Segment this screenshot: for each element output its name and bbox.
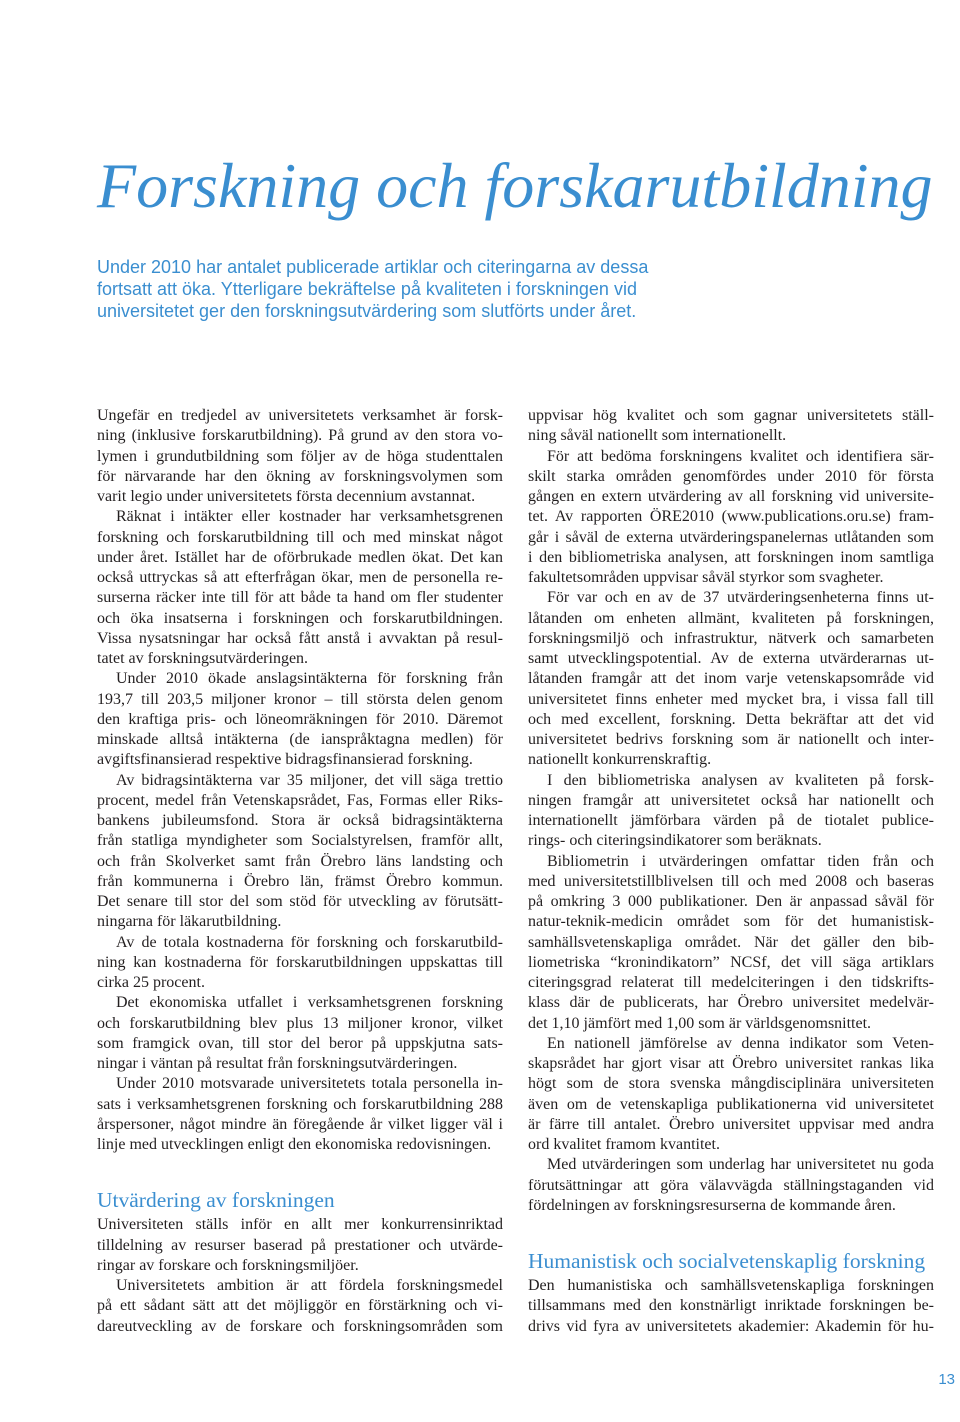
text-line: Det ekonomiska utfallet i verksamhetsgrenen forskning [116, 994, 503, 1012]
text-line: lymen i grundutbildning som följer av de höga studenttalen [97, 447, 503, 465]
text-line: avgiftsfinansierad respektive bidragsfinansierad forskning. [97, 751, 473, 769]
text-line: det 1,10 jämfört med 1,00 som är världsgenomsnittet. [528, 1014, 872, 1032]
intro-text [97, 256, 717, 322]
text-line: Under 2010 ökade anslagsintäkterna för forskning från [116, 670, 503, 688]
text-line: Med utvärderingen som underlag har universitetet nu goda [547, 1156, 934, 1174]
text-line: bankens jubileumsfond. Stora är också bidragsintäkterna [97, 812, 503, 829]
text-line: nationellt konkurrenskraftig. [528, 751, 712, 769]
text-line: ord kvalitet framom kvantitet. [528, 1136, 720, 1153]
text-line: liometriska “kronindikatorn” NCSf, det vill säga artiklars [528, 953, 934, 971]
text-line: skilt starka områden genomfördes under 2010 för första [528, 467, 934, 485]
paragraph [528, 447, 934, 589]
text-line: samt utvecklingspotential. Av de externa utvärderarnas ut- [528, 650, 934, 667]
text-line: En nationell jämförelse av denna indikator som Veten- [547, 1034, 934, 1052]
text-line: Räknat i intäkter eller kostnader har verksamhetsgrenen [116, 508, 503, 526]
text-line: samhällsvetenskapliga området. När det gäller den bib- [528, 933, 934, 951]
text-line: ningen framgår att universitetet också har nationellt och [528, 791, 934, 809]
text-line: I den bibliometriska analysen av kvaliteten på forsk- [547, 771, 934, 789]
text-line: med universitetstillblivelsen till och med 2008 och baseras [528, 872, 934, 890]
text-line: ningarna för läkarutbildning. [97, 913, 282, 931]
text-line: förutsättningar att göra välavvägda ställningstaganden vid [528, 1176, 934, 1194]
paragraph [97, 933, 503, 994]
text-line: på ett sådant sätt att det möjliggör en förstärkning och vi- [97, 1297, 503, 1315]
text-line: går i såväl de externa utvärderingspanelernas utlåtanden som [528, 528, 934, 546]
text-line: 193,7 till 203,5 miljoner kronor – till största delen genom [97, 690, 503, 708]
text-line: Universitetets ambition är att fördela forskningsmedel [116, 1277, 503, 1294]
text-line: Den humanistiska och samhällsvetenskapliga forskningen [528, 1277, 934, 1294]
text-line: under året. Istället har de oförbrukade medlen ökat. Det kan [97, 548, 503, 566]
paragraph [528, 1155, 934, 1216]
text-line: Av bidragsintäkterna var 35 miljoner, det vill säga trettio [116, 771, 503, 789]
text-line: Under 2010 motsvarade universitetets totala personella in- [116, 1075, 503, 1093]
paragraph [97, 993, 503, 1074]
text-line: högt som de stora svenska mångdisciplinära universiteten [528, 1075, 934, 1093]
text-line: tatet av forskningsutvärderingen. [97, 650, 309, 667]
text-line: forskningsmiljö och infrastruktur, nätverk och samarbeten [528, 629, 934, 647]
paragraph [97, 669, 503, 770]
text-line: och öka insatserna i forskningen och forskarutbildningen. [97, 609, 503, 627]
paragraph [97, 1276, 503, 1337]
text-line: Det senare till stor del som stöd för utveckling av förutsätt- [97, 893, 503, 910]
paragraph [528, 1276, 934, 1337]
text-line: för närvarande har den ökning av forskningsvolymen som [97, 467, 503, 485]
text-line: dareutveckling av de forskare och forskningsområden som [97, 1317, 503, 1335]
paragraph [528, 771, 934, 852]
text-line: också uttryckas så att efterfrågan ökar, men de personella re- [97, 569, 503, 586]
text-line: tilldelning av resurser baserad på prestationer och utvärde- [97, 1236, 503, 1254]
paragraph [528, 1034, 934, 1156]
text-line: Universiteten ställs inför en allt mer konkurrensinriktad [97, 1216, 503, 1234]
paragraph [528, 588, 934, 770]
text-line: ringar av forskare och forskningsmiljöer. [97, 1256, 359, 1274]
text-line: procent, medel från Vetenskapsrådet, Fas, Formas eller Riks- [97, 791, 503, 809]
text-line: varit legio under universitetets första decennium avstannat. [97, 488, 476, 505]
text-line: ning såväl nationellt som internationellt. [528, 427, 787, 445]
paragraph [97, 771, 503, 933]
text-line: tillsammans med den konstnärligt inriktade forskningen be- [528, 1297, 934, 1315]
text-line: För att bedöma forskningens kvalitet och identifiera sär- [547, 447, 934, 465]
text-line: fördelningen av forskningsresurserna de kommande åren. [528, 1196, 896, 1214]
text-line: tet. Av rapporten ÖRE2010 (www.publications.oru.se) fram- [528, 508, 934, 526]
text-line: forskning och forskarutbildning till och med minskat något [97, 528, 503, 546]
text-line: låtanden om enheten allmänt, kvaliteten på forskningen, [528, 609, 934, 627]
text-line: fakultetsområden uppvisar såväl styrkor som svagheter. [528, 569, 884, 586]
text-line: klass där de publicerats, har Örebro universitet medelvär- [528, 994, 934, 1012]
text-line: minskade alltså intäkterna (de ianspråktagna medlen) för [97, 731, 503, 748]
intro-line: universitetet ger den forskningsutvärdering som slutförts under året. [97, 301, 637, 321]
text-line: universitetet finns enheter med mycket bra, i vissa fall till [528, 690, 934, 708]
text-line: uppvisar hög kvalitet och som gagnar universitetets ställ- [528, 407, 934, 424]
text-line: ningar i väntan på resultat från forskningsutvärderingen. [97, 1055, 458, 1072]
paragraph [97, 507, 503, 669]
text-line: Vissa nysatsningar har också fått anstå i avvaktan på resul- [97, 629, 503, 647]
text-line: natur-teknik-medicin området som för det humanistisk- [528, 913, 934, 931]
text-line: cirka 25 procent. [97, 974, 205, 991]
text-line: även om de vetenskapliga publikationerna vid universitetet [528, 1095, 934, 1113]
text-line: och forskarutbildning blev plus 13 miljoner kronor, vilket [97, 1014, 503, 1032]
text-line: Bibliometrin i utvärderingen omfattar tiden från och [547, 852, 934, 870]
page-number: 13 [938, 1371, 955, 1388]
right-column [528, 406, 934, 1337]
text-line: Av de totala kostnaderna för forskning och forskarutbild- [116, 933, 503, 951]
text-line: som framgick ovan, till stor del beror på uppskjutna sats- [97, 1034, 503, 1052]
text-line: gången en extern utvärdering av all forskning vid universite- [528, 488, 934, 505]
text-line: ning (inklusive forskarutbildning). På grund av den stora vo- [97, 427, 503, 445]
paragraph [97, 1215, 503, 1276]
text-line: den kraftiga pris- och löneomräkningen för 2010. Däremot [97, 710, 503, 728]
section-heading: Utvärdering av forskningen [97, 1188, 335, 1213]
intro-line: Under 2010 har antalet publicerade artiklar och citeringarna av dessa [97, 257, 649, 277]
text-line: sats i verksamhetsgrenen forskning och forskarutbildning 288 [97, 1095, 503, 1113]
left-column [97, 406, 503, 1337]
text-line: drivs vid fyra av universitetets akademier: Akademin för hu- [528, 1317, 934, 1335]
text-line: i den bibliometriska analysen, att forskningen inom samtliga [528, 548, 934, 566]
text-line: och med excellent, forskning. Detta bekräftar att det vid [528, 710, 934, 728]
paragraph [97, 1074, 503, 1155]
intro-line: fortsatt att öka. Ytterligare bekräftelse på kvaliteten i forskningen vid [97, 279, 637, 299]
text-line: och från Skolverket samt från Örebro läns landsting och [97, 852, 503, 870]
paragraph [528, 852, 934, 1034]
text-line: låtanden framgår att det inom varje vetenskapsområde vid [528, 670, 934, 688]
text-line: rings- och citeringsindikatorer som beräknats. [528, 832, 822, 850]
text-line: internationellt jämförbara värden på de tiotalet publice- [528, 812, 934, 829]
text-line: är färre till antalet. Örebro universitet uppvisar med andra [528, 1115, 934, 1133]
paragraph [97, 406, 503, 507]
text-line: surserna räcker inte till för att både ta hand om fler studenter [97, 589, 503, 607]
text-line: Ungefär en tredjedel av universitetets verksamhet är forsk- [97, 407, 503, 424]
text-line: på omkring 3 000 publikationer. Den är anpassad såväl för [528, 893, 934, 910]
text-line: årspersoner, något mindre än föregående år vilket ligger väl i [97, 1115, 503, 1133]
text-line: ning kan kostnaderna för forskarutbildningen uppskattas till [97, 953, 503, 971]
text-line: universitetet bedrivs forskning som är nationellt och inter- [528, 731, 934, 748]
text-line: från statliga myndigheter som Socialstyrelsen, framför allt, [97, 832, 503, 850]
text-line: citeringsgrad relaterat till medelciteringen i den tidskrifts- [528, 974, 934, 991]
section-heading: Humanistisk och socialvetenskaplig forskning [528, 1249, 926, 1273]
text-line: För var och en av de 37 utvärderingsenheterna finns ut- [547, 589, 934, 607]
text-line: linje med utvecklingen enligt den ekonomiska redovisningen. [97, 1136, 492, 1153]
paragraph [528, 406, 934, 447]
text-line: skapsrådet har gjort visar att Örebro universitet rankas lika [528, 1055, 934, 1072]
page-title: Forskning och forskarutbildning [97, 150, 933, 221]
text-line: från kommunerna i Örebro län, främst Örebro kommun. [97, 872, 503, 890]
